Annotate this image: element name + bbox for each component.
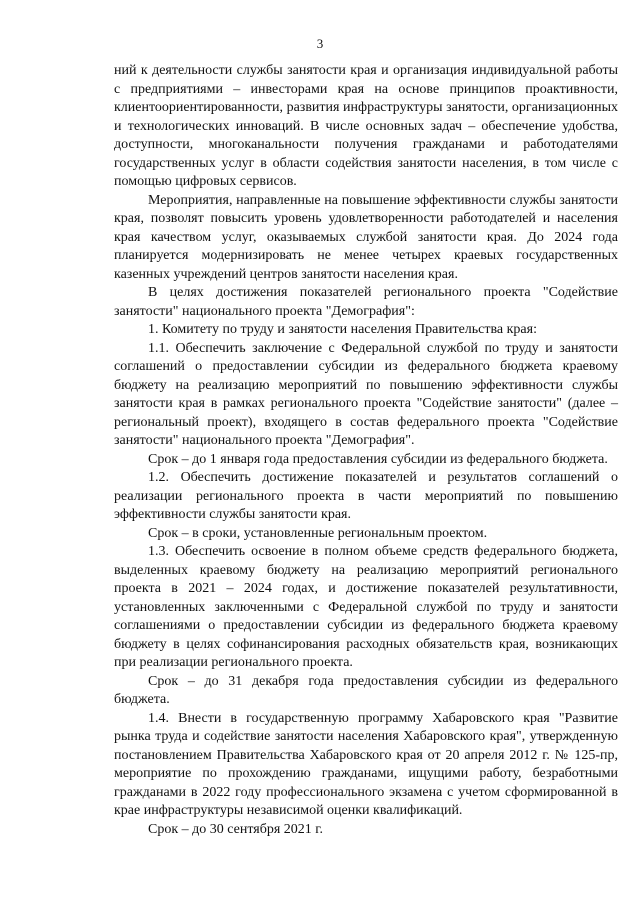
- paragraph: 1.4. Внести в государственную программу Хабаровского края "Развитие рынка труда и содействие занятости населения Хабаровского края", утвержденную постановлением Правительства Хабаровского края от 20 апреля 2012 г. № 125-пр, мероприятие по прохождению гражданами, ищущими работу, безработными гражданами в 2022 году профессионального экзамена с учетом сформированной в крае инфраструктуры независимой оценки квалификаций.: [114, 710, 618, 818]
- paragraph: Мероприятия, направленные на повышение эффективности службы занятости края, позволят повысить уровень удовлетворенности работодателей и населения края качеством услуг, оказываемых службой занятости края. До 2024 года планируется модернизировать не менее четырех краевых государственных казенных учреждений центров занятости населения края.: [114, 192, 618, 282]
- paragraph: Срок – в сроки, установленные региональным проектом.: [148, 525, 488, 541]
- paragraph: 1. Комитету по труду и занятости населения Правительства края:: [148, 322, 537, 337]
- paragraph: Срок – до 1 января года предоставления субсидии из федерального бюджета.: [148, 451, 608, 467]
- paragraph: В целях достижения показателей регионального проекта "Содействие занятости" национального проекта "Демография":: [114, 285, 618, 319]
- paragraph: 1.2. Обеспечить достижение показателей и результатов соглашений о реализации регионального проекта в части мероприятий по повышению эффективности службы занятости края.: [114, 470, 618, 522]
- paragraph: ний к деятельности службы занятости края и организация индивидуальной работы с предприятиями – инвесторами края на основе принципов проактивности, клиентоориентированности, развития инфраструктуры занятости, организационных и технологических инноваций. В числе основных задач – обеспечение удобства, доступности, многоканальности получения гражданами и работодателями государственных услуг в области содействия занятости населения, в том числе с помощью цифровых сервисов.: [114, 63, 618, 189]
- document-body: [114, 62, 618, 839]
- page-number: 3: [316, 36, 324, 51]
- paragraph: 1.3. Обеспечить освоение в полном объеме средств федерального бюджета, выделенных краевому бюджету на реализацию мероприятий регионального проекта в 2021 – 2024 годах, и достижение показателей результативности, установленных заключенными с Федеральной службой по труду и занятости соглашениями о предоставлении субсидии из федерального бюджета краевому бюджету в целях софинансирования расходных обязательств края, возникающих при реализации регионального проекта.: [114, 544, 618, 670]
- paragraph: Срок – до 30 сентября 2021 г.: [148, 821, 323, 837]
- paragraph: Срок – до 31 декабря года предоставления субсидии из федерального бюджета.: [114, 673, 618, 707]
- paragraph: 1.1. Обеспечить заключение с Федеральной службой по труду и занятости соглашений о предоставлении субсидии из федерального бюджета краевому бюджету на реализацию мероприятий по повышению эффективности службы занятости края в рамках регионального проекта "Содействие занятости" (далее – региональный проект), входящего в состав федерального проекта "Содействие занятости" национального проекта "Демография".: [114, 340, 618, 448]
